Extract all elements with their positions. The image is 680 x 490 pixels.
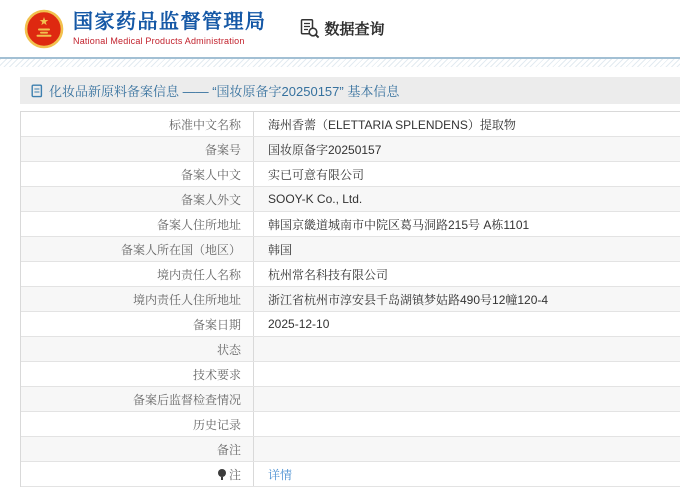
row-label-text: 境内责任人名称 (156, 267, 241, 282)
table-row (21, 462, 680, 487)
national-emblem-logo (24, 9, 64, 49)
row-label (21, 237, 254, 261)
row-value: 国妆原备字20250157 (268, 142, 382, 157)
row-label-text: 备案后监督检查情况 (132, 392, 241, 407)
row-value (254, 462, 680, 486)
table-row (21, 412, 680, 437)
row-value (254, 362, 680, 386)
row-label (21, 212, 254, 236)
table-row (21, 187, 680, 212)
table-row (21, 212, 680, 237)
document-search-icon (299, 18, 320, 39)
row-value: SOOY-K Co., Ltd. (268, 192, 363, 206)
row-value (254, 337, 680, 361)
bulb-icon (218, 469, 226, 480)
row-label-text: 标准中文名称 (168, 117, 241, 132)
row-value: 2025-12-10 (268, 317, 330, 331)
row-label (21, 262, 254, 286)
row-label (21, 387, 254, 411)
row-label (21, 337, 254, 361)
table-row (21, 112, 680, 137)
row-label-text: 境内责任人住所地址 (132, 292, 241, 307)
table-row (21, 362, 680, 387)
page-title: 化妆品新原料备案信息 —— “国妆原备字20250157” 基本信息 (49, 84, 400, 99)
row-value: 浙江省杭州市淳安县千岛湖镇梦姑路490号12幢120-4 (268, 292, 549, 307)
row-value: 海州香薷（ELETTARIA SPLENDENS）提取物 (268, 117, 516, 132)
row-label (21, 412, 254, 436)
header-divider (0, 57, 680, 67)
document-icon (31, 84, 43, 98)
site-title-en: National Medical Products Administration (73, 36, 245, 46)
table-row (21, 287, 680, 312)
row-label (21, 312, 254, 336)
site-header (0, 0, 680, 57)
table-row (21, 337, 680, 362)
row-label-text: 历史记录 (192, 417, 241, 432)
data-query-label: 数据查询 (324, 21, 385, 38)
row-label (21, 137, 254, 161)
row-label (21, 362, 254, 386)
row-label (21, 162, 254, 186)
row-label (21, 462, 254, 486)
row-label-text: 备案人住所地址 (156, 217, 241, 232)
table-row (21, 387, 680, 412)
row-label-text: 技术要求 (192, 367, 241, 382)
row-value: 韩国京畿道城南市中院区葛马洞路215号 A栋1101 (268, 217, 530, 232)
row-value: 杭州常名科技有限公司 (268, 267, 389, 282)
row-label-text: 状态 (216, 342, 241, 357)
row-value (254, 412, 680, 436)
data-query-nav[interactable] (299, 18, 385, 39)
row-label-text: 备案人中文 (180, 167, 241, 182)
row-label (21, 187, 254, 211)
brand-block (73, 11, 267, 46)
table-row (21, 137, 680, 162)
detail-link[interactable]: 详情 (268, 467, 293, 482)
row-label (21, 112, 254, 136)
table-row (21, 162, 680, 187)
row-label-text: 备注 (216, 442, 241, 457)
row-label-text: 备案号 (204, 142, 241, 157)
row-value: 韩国 (268, 242, 293, 257)
row-label (21, 287, 254, 311)
row-label-text: 注 (228, 467, 241, 482)
info-table (20, 111, 680, 487)
row-label (21, 437, 254, 461)
site-title-cn: 国家药品监督管理局 (73, 11, 267, 33)
table-row (21, 262, 680, 287)
row-label-text: 备案日期 (192, 317, 241, 332)
row-value: 实已可意有限公司 (268, 167, 365, 182)
row-value (254, 387, 680, 411)
table-row (21, 312, 680, 337)
page-title-bar (20, 77, 680, 104)
table-row (21, 437, 680, 462)
row-label-text: 备案人外文 (180, 192, 241, 207)
table-row (21, 237, 680, 262)
row-label-text: 备案人所在国（地区） (120, 242, 241, 257)
row-value (254, 437, 680, 461)
